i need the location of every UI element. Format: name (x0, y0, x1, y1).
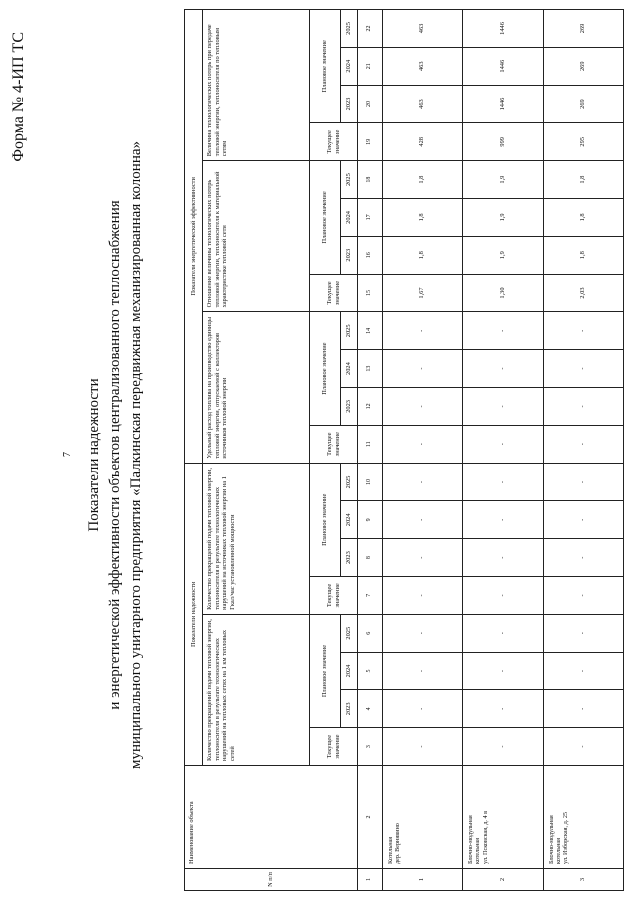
year-header: 2023 (341, 388, 358, 426)
column-number: 22 (358, 10, 383, 48)
value-cell: - (463, 539, 544, 577)
current-value-header: Текущее значение (310, 274, 358, 312)
value-cell: - (382, 652, 463, 690)
object-name (463, 766, 544, 869)
column-number: 15 (358, 274, 383, 312)
year-header: 2023 (341, 539, 358, 577)
value-cell: 1,9 (463, 199, 544, 237)
table-row (543, 10, 624, 891)
planned-value-header: Плановое значение (310, 161, 341, 274)
header-num: N п/п (185, 869, 358, 891)
year-header: 2025 (341, 10, 358, 48)
value-cell: - (382, 614, 463, 652)
value-cell: - (382, 577, 463, 615)
value-cell: 999 (463, 123, 544, 161)
value-cell: 1,67 (382, 274, 463, 312)
object-name (543, 766, 624, 869)
parameter-header: Отношение величины технологических потерь тепловой энергии, теплоносителя к материальной характеристике тепловой сети (203, 161, 310, 312)
value-cell: - (463, 501, 544, 539)
value-cell: 1,9 (463, 161, 544, 199)
column-number-row (358, 10, 383, 891)
value-cell: - (382, 425, 463, 463)
parameter-header: Величина технологических потерь при передаче тепловой энергии, теплоносителя по тепловым сетям (203, 10, 310, 161)
parameter-header: Количество прекращений подачи тепловой энергии, теплоносителя в результате технологических нарушений на тепловых сетях на 1 км тепловых сетей (203, 614, 310, 765)
year-header: 2023 (341, 85, 358, 123)
value-cell: 269 (543, 10, 624, 48)
object-name-line: котельная (554, 838, 562, 864)
value-cell: 463 (382, 85, 463, 123)
value-cell: - (543, 425, 624, 463)
value-cell: 463 (382, 47, 463, 85)
value-cell: - (543, 728, 624, 766)
column-number: 20 (358, 85, 383, 123)
object-name-line: котельная (474, 838, 482, 864)
column-number: 18 (358, 161, 383, 199)
value-cell: - (463, 312, 544, 350)
column-number: 21 (358, 47, 383, 85)
value-cell: - (543, 577, 624, 615)
value-cell: - (463, 577, 544, 615)
column-number: 16 (358, 236, 383, 274)
value-cell: 1,9 (463, 236, 544, 274)
value-cell: 269 (543, 85, 624, 123)
value-cell: - (543, 388, 624, 426)
value-cell: - (463, 350, 544, 388)
value-cell: - (382, 690, 463, 728)
value-cell: - (463, 425, 544, 463)
page-number: 7 (62, 452, 73, 457)
header-efficiency-group: Показатели энергетической эффективности (185, 10, 203, 464)
year-header: 2024 (341, 652, 358, 690)
current-value-header: Текущее значение (310, 425, 358, 463)
value-cell: - (463, 690, 544, 728)
object-name-line: Котельная (386, 836, 394, 864)
year-header: 2023 (341, 690, 358, 728)
year-header: 2024 (341, 199, 358, 237)
column-number: 6 (358, 614, 383, 652)
value-cell: 1446 (463, 85, 544, 123)
value-cell: 269 (543, 47, 624, 85)
value-cell: 1446 (463, 47, 544, 85)
row-number: 3 (543, 869, 624, 891)
current-value-header: Текущее значение (310, 123, 358, 161)
column-number: 17 (358, 199, 383, 237)
column-number: 1 (358, 869, 383, 891)
value-cell: - (543, 463, 624, 501)
planned-value-header: Плановое значение (310, 614, 341, 727)
value-cell: 1,8 (543, 161, 624, 199)
year-header: 2024 (341, 47, 358, 85)
year-header: 2025 (341, 312, 358, 350)
column-number: 10 (358, 463, 383, 501)
year-header: 2024 (341, 501, 358, 539)
object-name-line: ул. Псковская, д. 4 в (481, 810, 489, 864)
column-number: 11 (358, 425, 383, 463)
column-number: 4 (358, 690, 383, 728)
value-cell: 463 (382, 10, 463, 48)
value-cell: - (543, 652, 624, 690)
parameter-header: Удельный расход топлива на производство единицы тепловой энергии, отпускаемой с коллекторов источников тепловой энергии (203, 312, 310, 463)
value-cell: 1,8 (543, 236, 624, 274)
planned-value-header: Плановое значение (310, 312, 341, 425)
value-cell: 1446 (463, 10, 544, 48)
current-value-header: Текущее значение (310, 577, 358, 615)
value-cell: 1,8 (382, 199, 463, 237)
value-cell: - (543, 312, 624, 350)
indicators-table (184, 9, 624, 891)
row-number: 1 (382, 869, 463, 891)
column-number: 12 (358, 388, 383, 426)
form-label: Форма № 4-ИП ТС (10, 32, 27, 162)
year-header: 2024 (341, 350, 358, 388)
object-name (382, 766, 463, 869)
value-cell: - (382, 463, 463, 501)
year-header: 2025 (341, 614, 358, 652)
year-header: 2023 (341, 236, 358, 274)
object-name-line: Блочно-модульная (467, 815, 474, 864)
value-cell: - (543, 614, 624, 652)
value-cell: - (543, 350, 624, 388)
header-object: Наименование объекта (185, 766, 358, 869)
title-line: Показатели надежности (86, 378, 102, 532)
value-cell: - (382, 312, 463, 350)
value-cell: - (463, 728, 544, 766)
value-cell: - (463, 463, 544, 501)
column-number: 13 (358, 350, 383, 388)
column-number: 5 (358, 652, 383, 690)
value-cell: - (543, 539, 624, 577)
table-row (463, 10, 544, 891)
value-cell: - (543, 690, 624, 728)
object-name-line: ул. Изборская, д. 25 (562, 811, 570, 864)
value-cell: - (463, 614, 544, 652)
column-number: 14 (358, 312, 383, 350)
current-value-header: Текущее значение (310, 728, 358, 766)
value-cell: 428 (382, 123, 463, 161)
value-cell: - (463, 652, 544, 690)
value-cell: - (463, 388, 544, 426)
column-number: 3 (358, 728, 383, 766)
object-name-line: Блочно-модульная (547, 815, 555, 864)
parameter-header: Количество прекращений подачи тепловой энергии, теплоносителя в результате технологических нарушений на источниках тепловой энергии на 1 Гкал/час установленной мощности (203, 463, 310, 614)
value-cell: - (382, 388, 463, 426)
value-cell: - (382, 350, 463, 388)
document-title (84, 125, 147, 785)
value-cell: 2,03 (543, 274, 624, 312)
column-number: 19 (358, 123, 383, 161)
value-cell: 1,30 (463, 274, 544, 312)
value-cell: - (382, 539, 463, 577)
planned-value-header: Плановое значение (310, 10, 341, 123)
column-number: 2 (358, 766, 383, 869)
table-row (382, 10, 463, 891)
value-cell: 1,8 (382, 236, 463, 274)
value-cell: - (382, 728, 463, 766)
year-header: 2025 (341, 463, 358, 501)
title-line: и энергетической эффективности объектов централизованного теплоснабжения (107, 200, 123, 710)
header-reliability-group: Показатели надежности (185, 463, 203, 765)
value-cell: 1,8 (543, 199, 624, 237)
value-cell: 1,8 (382, 161, 463, 199)
year-header: 2025 (341, 161, 358, 199)
column-number: 9 (358, 501, 383, 539)
value-cell: 295 (543, 123, 624, 161)
column-number: 8 (358, 539, 383, 577)
value-cell: - (543, 501, 624, 539)
planned-value-header: Плановое значение (310, 463, 341, 576)
value-cell: - (382, 501, 463, 539)
column-number: 7 (358, 577, 383, 615)
row-number: 2 (463, 869, 544, 891)
title-line: муниципального унитарного предприятия «Палкинская передвижная механизированная колонна» (128, 140, 144, 770)
object-name-line: дер. Вернявино (393, 823, 401, 864)
